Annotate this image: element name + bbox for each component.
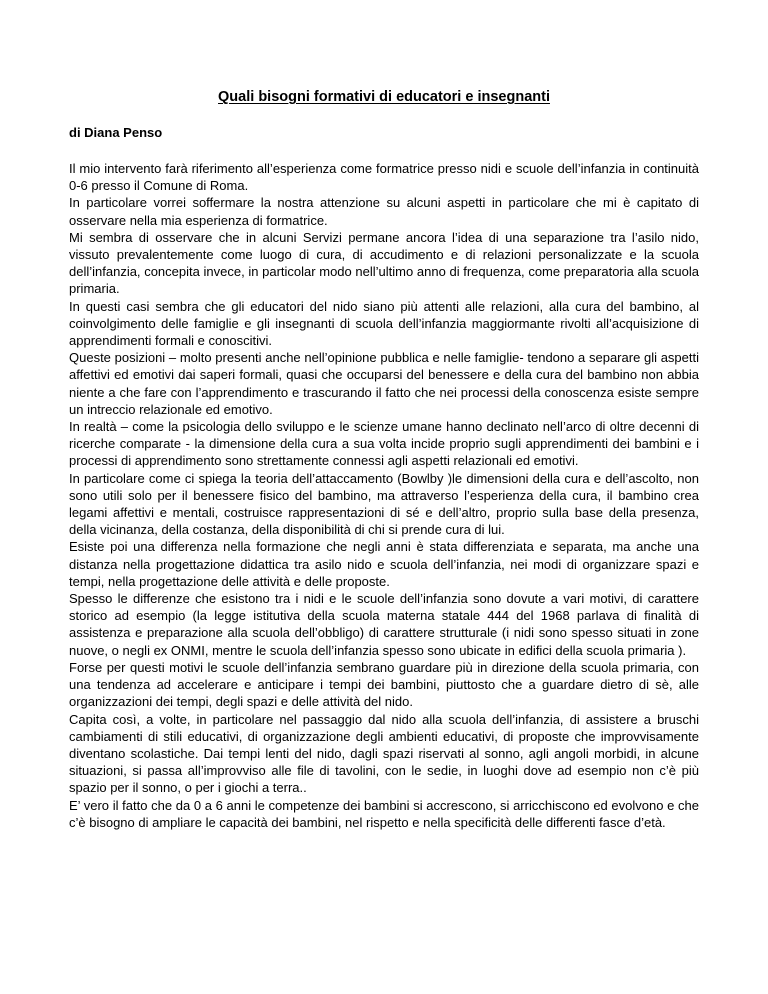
paragraph: Capita così, a volte, in particolare nel passaggio dal nido alla scuola dell’infanzia, di assistere a bruschi cambiamenti di stili educativi, di organizzazione degli ambienti educativi, di proposte che improvvisamente diventano scolastiche. Dai tempi lenti del nido, dagli spazi riservati al sonno, agli angoli morbidi, in alcune situazioni, si passa all’improvviso alle file di tavolini, con le sedie, in luoghi dove ad esempio non c’è più spazio per il sonno, o per i giochi a terra.. xyxy=(69,711,699,796)
document-body xyxy=(69,160,699,831)
paragraph: In realtà – come la psicologia dello sviluppo e le scienze umane hanno declinato nell’arco di oltre decenni di ricerche comparate - la dimensione della cura a sua volta incide proprio sugli apprendimenti dei bambini e i processi di apprendimento sono strettamente connessi agli aspetti relazionali ed emotivi. xyxy=(69,419,699,469)
document-author: di Diana Penso xyxy=(69,125,163,140)
paragraph: E’ vero il fatto che da 0 a 6 anni le competenze dei bambini si accrescono, si arricchiscono ed evolvono e che c’è bisogno di ampliare le capacità dei bambini, nel rispetto e nella specificità delle differenti fasce d’età. xyxy=(69,797,699,830)
paragraph: Mi sembra di osservare che in alcuni Servizi permane ancora l’idea di una separazione tra l’asilo nido, vissuto prevalentemente come luogo di cura, di accudimento e di relazioni personalizzate e la scuola dell’infanzia, concepita invece, in particolar modo nell’ultimo anno di frequenza, come preparatoria alla scuola primaria. xyxy=(69,229,699,297)
paragraph: Queste posizioni – molto presenti anche nell’opinione pubblica e nelle famiglie- tendono a separare gli aspetti affettivi ed emotivi dai saperi formali, quasi che occuparsi del benessere e della cura del bambino non abbia niente a che fare con l’apprendimento e trascurando il fatto che nei processi della conoscenza esiste sempre un intreccio relazionale ed emotivo. xyxy=(69,350,699,417)
paragraph: Esiste poi una differenza nella formazione che negli anni è stata differenziata e separata, ma anche una distanza nella progettazione didattica tra asilo nido e scuola dell’infanzia, nei modi di organizzare spazi e tempi, nella progettazione delle attività e delle proposte. xyxy=(69,539,699,589)
document-title: Quali bisogni formativi di educatori e insegnanti xyxy=(218,89,550,105)
paragraph: In particolare vorrei soffermare la nostra attenzione su alcuni aspetti in particolare che mi è capitato di osservare nella mia esperienza di formatrice. xyxy=(69,195,699,228)
paragraph: In particolare come ci spiega la teoria dell’attaccamento (Bowlby )le dimensioni della cura e dell’ascolto, non sono utili solo per il benessere fisico del bambino, ma attraverso l’esperienza della cura, il bambino crea legami affettivi e mentali, costruisce rappresentazioni di sé e dell’altro, proprio sulla base della presenza, della vicinanza, della costanza, della disponibilità di chi si prende cura di lui. xyxy=(69,470,699,538)
paragraph: Spesso le differenze che esistono tra i nidi e le scuole dell’infanzia sono dovute a vari motivi, di carattere storico ad esempio (la legge istitutiva della scuola materna statale 444 del 1968 parlava di finalità di assistenza e preparazione alla scuola dell’obbligo) di carattere strutturale (i nidi sono spesso situati in zone nuove, o negli ex ONMI, mentre le scuola dell’infanzia spesso sono ubicate in edifici della scuola primaria ). xyxy=(69,591,699,658)
paragraph: Forse per questi motivi le scuole dell’infanzia sembrano guardare più in direzione della scuola primaria, con una tendenza ad accelerare e anticipare i tempi dei bambini, piuttosto che a guardare dietro di sè, alle organizzazioni dei tempi, degli spazi e delle attività del nido. xyxy=(69,659,699,710)
paragraph: In questi casi sembra che gli educatori del nido siano più attenti alle relazioni, alla cura del bambino, al coinvolgimento delle famiglie e gli insegnanti di scuola dell’infanzia maggiormante rivolti all’acquisizione di apprendimenti formali e conoscitivi. xyxy=(69,298,699,349)
paragraph: Il mio intervento farà riferimento all’esperienza come formatrice presso nidi e scuole dell’infanzia in continuità 0-6 presso il Comune di Roma. xyxy=(69,161,699,194)
